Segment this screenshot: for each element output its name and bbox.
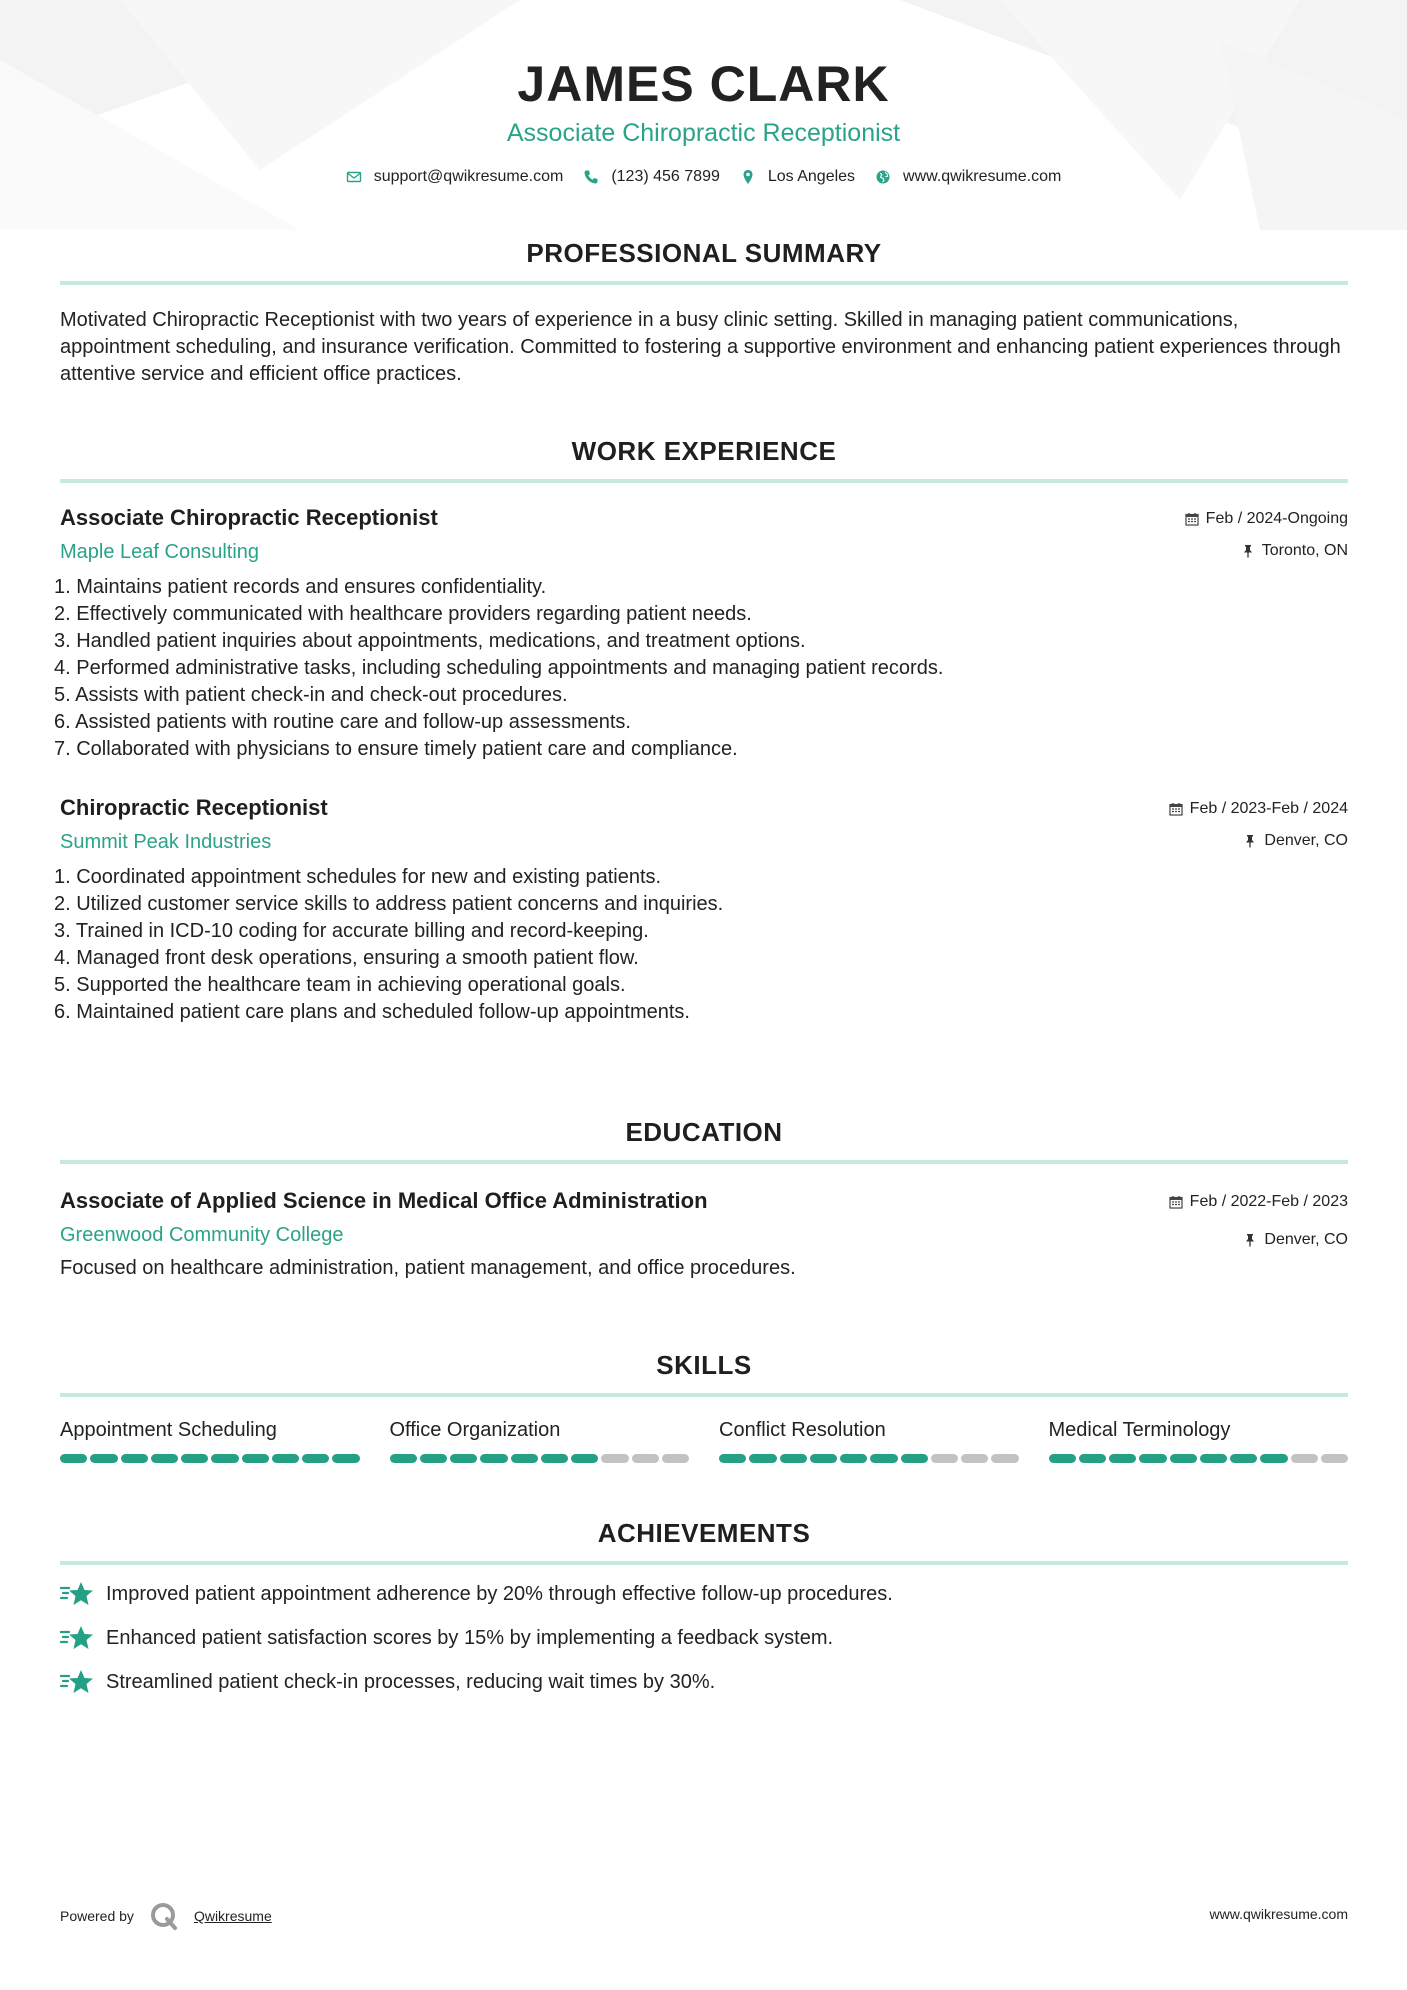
skill-segment-filled	[332, 1454, 359, 1463]
education-meta	[1169, 1192, 1348, 1250]
skill-segment-filled	[211, 1454, 238, 1463]
phone-icon	[583, 169, 599, 185]
skill-segment-filled	[719, 1454, 746, 1463]
skill-segment-filled	[90, 1454, 117, 1463]
envelope-icon	[346, 169, 362, 185]
section-divider	[60, 1561, 1348, 1565]
job-company: Maple Leaf Consulting	[60, 541, 260, 563]
job-dates: Feb / 2023-Feb / 2024	[1189, 800, 1348, 817]
achievement-item	[60, 1623, 1348, 1653]
skill-segment-filled	[749, 1454, 776, 1463]
education-entry	[60, 1188, 1348, 1282]
skill-segment-filled	[1230, 1454, 1257, 1463]
skill-segment-filled	[870, 1454, 897, 1463]
contact-phone[interactable]	[583, 168, 720, 186]
contact-info	[0, 168, 1407, 186]
qwikresume-link[interactable]: Qwikresume	[193, 1908, 272, 1924]
skills-section	[60, 1350, 1348, 1463]
list-item: 1. Coordinated appointment schedules for new and existing patients.	[54, 866, 662, 888]
skill-segment-filled	[420, 1454, 447, 1463]
powered-by-label: Powered by	[60, 1908, 134, 1924]
skill-segment-empty	[1321, 1454, 1348, 1463]
skill-segment-filled	[810, 1454, 837, 1463]
school-name: Greenwood Community College	[60, 1224, 344, 1246]
education-heading: EDUCATION	[625, 1117, 783, 1147]
skill-segment-filled	[272, 1454, 299, 1463]
star-icon	[60, 1667, 94, 1697]
skill-segment-empty	[662, 1454, 689, 1463]
skill-name: Medical Terminology	[1048, 1419, 1231, 1441]
contact-email[interactable]	[346, 168, 564, 186]
summary-section	[60, 238, 1348, 388]
list-item: 7. Collaborated with physicians to ensure timely patient care and compliance.	[54, 738, 738, 760]
job-dates: Feb / 2024-Ongoing	[1205, 510, 1348, 527]
skill-segment-filled	[1200, 1454, 1227, 1463]
summary-heading: PROFESSIONAL SUMMARY	[526, 238, 882, 268]
skill-segment-empty	[931, 1454, 958, 1463]
skill-segment-empty	[632, 1454, 659, 1463]
job-title: Chiropractic Receptionist	[60, 795, 328, 820]
skill-segment-filled	[390, 1454, 417, 1463]
job-location: Toronto, ON	[1261, 542, 1348, 559]
skill-segment-filled	[121, 1454, 148, 1463]
education-description: Focused on healthcare administration, patient management, and office procedures.	[60, 1257, 796, 1279]
degree-title: Associate of Applied Science in Medical Office Administration	[60, 1188, 708, 1213]
achievement-text: Improved patient appointment adherence by 20% through effective follow-up procedures.	[106, 1582, 893, 1605]
calendar-icon	[1169, 1195, 1183, 1209]
section-divider	[60, 1393, 1348, 1397]
skill-segment-filled	[511, 1454, 538, 1463]
achievements-heading: ACHIEVEMENTS	[597, 1518, 811, 1548]
skill-item	[60, 1419, 360, 1463]
skill-segment-filled	[571, 1454, 598, 1463]
star-icon	[60, 1623, 94, 1653]
job-title: Associate Chiropractic Receptionist	[60, 505, 438, 530]
skill-name: Office Organization	[389, 1419, 561, 1441]
list-item: 6. Maintained patient care plans and scheduled follow-up appointments.	[54, 1001, 690, 1023]
list-item: 5. Assists with patient check-in and check-out procedures.	[54, 684, 568, 706]
skill-item	[390, 1419, 690, 1463]
skill-segment-filled	[1079, 1454, 1106, 1463]
skill-segment-filled	[480, 1454, 507, 1463]
section-divider	[60, 281, 1348, 285]
skill-segment-filled	[242, 1454, 269, 1463]
skills-list	[60, 1419, 1348, 1463]
job-bullets	[54, 864, 1348, 1026]
skill-segment-filled	[780, 1454, 807, 1463]
skill-segment-filled	[901, 1454, 928, 1463]
contact-location	[740, 168, 855, 186]
skill-level-bar	[719, 1454, 1019, 1463]
job-meta	[1185, 509, 1348, 561]
globe-icon	[875, 169, 891, 185]
website-text: www.qwikresume.com	[903, 167, 1062, 185]
summary-text: Motivated Chiropractic Receptionist with two years of experience in a busy clinic setting. Skilled in managing patient communications, appointment scheduling, and insurance verification. Committed to fostering a supportive environment and enhancing patient experiences through attentive service and efficient office practices.	[60, 309, 1341, 385]
footer-powered-by	[60, 1900, 272, 1932]
skill-segment-filled	[1049, 1454, 1076, 1463]
pushpin-icon	[1241, 544, 1255, 558]
skill-item	[1049, 1419, 1349, 1463]
skill-level-bar	[390, 1454, 690, 1463]
skill-segment-filled	[1109, 1454, 1136, 1463]
list-item: 1. Maintains patient records and ensures confidentiality.	[54, 576, 547, 598]
list-item: 3. Trained in ICD-10 coding for accurate billing and record-keeping.	[54, 920, 649, 942]
pushpin-icon	[1243, 1233, 1257, 1247]
skill-segment-filled	[450, 1454, 477, 1463]
skill-level-bar	[60, 1454, 360, 1463]
education-location: Denver, CO	[1264, 1231, 1348, 1248]
skill-segment-filled	[181, 1454, 208, 1463]
contact-website[interactable]	[875, 168, 1061, 186]
skill-segment-empty	[1291, 1454, 1318, 1463]
skill-name: Conflict Resolution	[719, 1419, 886, 1441]
achievement-item	[60, 1579, 1348, 1609]
job-bullets	[54, 574, 1348, 763]
calendar-icon	[1169, 802, 1183, 816]
skill-segment-empty	[961, 1454, 988, 1463]
achievement-text: Streamlined patient check-in processes, reducing wait times by 30%.	[106, 1670, 716, 1693]
education-section	[60, 1117, 1348, 1282]
footer-website-link[interactable]: www.qwikresume.com	[1209, 1906, 1348, 1922]
list-item: 4. Managed front desk operations, ensuring a smooth patient flow.	[54, 947, 639, 969]
candidate-role: Associate Chiropractic Receptionist	[506, 118, 901, 147]
skill-segment-filled	[1260, 1454, 1287, 1463]
list-item: 2. Utilized customer service skills to address patient concerns and inquiries.	[54, 893, 724, 915]
calendar-icon	[1185, 512, 1199, 526]
job-meta	[1169, 799, 1348, 851]
achievement-text: Enhanced patient satisfaction scores by 15% by implementing a feedback system.	[106, 1626, 834, 1649]
map-pin-icon	[740, 169, 756, 185]
phone-text: (123) 456 7899	[611, 167, 720, 185]
skill-segment-filled	[60, 1454, 87, 1463]
skill-segment-filled	[840, 1454, 867, 1463]
education-dates: Feb / 2022-Feb / 2023	[1189, 1193, 1348, 1210]
skill-segment-filled	[1170, 1454, 1197, 1463]
section-divider	[60, 1160, 1348, 1164]
skill-segment-filled	[541, 1454, 568, 1463]
list-item: 6. Assisted patients with routine care and follow-up assessments.	[54, 711, 631, 733]
list-item: 3. Handled patient inquiries about appointments, medications, and treatment options.	[54, 630, 806, 652]
skill-segment-empty	[991, 1454, 1018, 1463]
qwikresume-logo-icon	[148, 1900, 180, 1932]
achievements-list	[60, 1579, 1348, 1697]
experience-section	[54, 436, 1348, 1026]
star-icon	[60, 1579, 94, 1609]
skill-item	[719, 1419, 1019, 1463]
skill-segment-filled	[302, 1454, 329, 1463]
location-text: Los Angeles	[767, 167, 856, 185]
job-entry	[54, 505, 1348, 763]
skills-heading: SKILLS	[656, 1350, 752, 1380]
skill-segment-empty	[601, 1454, 628, 1463]
achievements-section	[60, 1518, 1348, 1697]
list-item: 2. Effectively communicated with healthcare providers regarding patient needs.	[54, 603, 752, 625]
skill-name: Appointment Scheduling	[60, 1419, 277, 1441]
list-item: 5. Supported the healthcare team in achieving operational goals.	[54, 974, 626, 996]
experience-heading: WORK EXPERIENCE	[571, 436, 837, 466]
resume-header	[0, 58, 1407, 186]
email-text: support@qwikresume.com	[373, 167, 564, 185]
job-entry	[54, 795, 1348, 1026]
pushpin-icon	[1243, 834, 1257, 848]
job-company: Summit Peak Industries	[60, 831, 272, 853]
candidate-name: JAMES CLARK	[517, 56, 890, 112]
job-location: Denver, CO	[1264, 832, 1348, 849]
skill-level-bar	[1049, 1454, 1349, 1463]
achievement-item	[60, 1667, 1348, 1697]
list-item: 4. Performed administrative tasks, including scheduling appointments and managing patient records.	[54, 657, 944, 679]
skill-segment-filled	[1139, 1454, 1166, 1463]
section-divider	[60, 479, 1348, 483]
skill-segment-filled	[151, 1454, 178, 1463]
